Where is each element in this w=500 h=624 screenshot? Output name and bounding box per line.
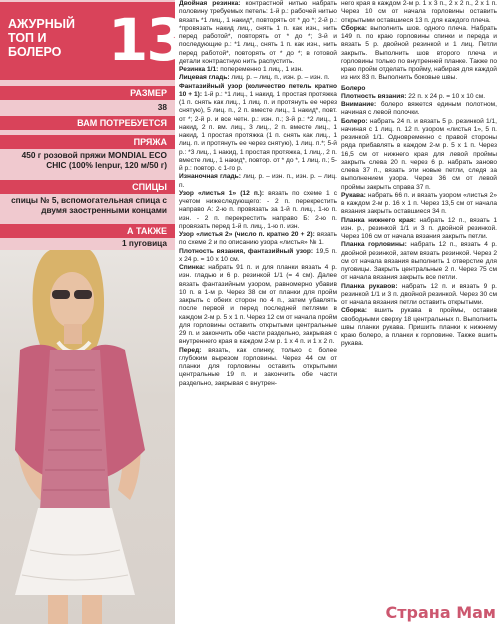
paragraph: Спинка: набрать 91 п. и для планки вязать 4 р. изн. гладью и 6 р. резинкой 1/1 (= 4 см). Далее вязать фантазийным узором, равномерно убавив 10 п. в 1-м р. Через 38 см от планки для пройм закрыть с обеих сторон по 4 п., затем убавлять после первой и перед последней петлями в каждом 2-м р. 5 х 1 п. Через 12 см от начала пройм для горловины оставить открытыми центральные 29 п. и закончить обе части раздельно, закрывая с внутреннего края в каждом 2-м р. 1 х 4 п. и 1 х 2 п. bbox=[179, 264, 337, 346]
instructions-column-2 bbox=[341, 0, 497, 349]
paragraph: Планка нижнего края: набрать 12 п., вязать 1 изн. р., резинкой 1/1 и 3 п. двойной резинкой. Через 106 см от начала вязания закрыть петли. bbox=[341, 216, 497, 240]
paragraph: Рукава: набрать 66 п. и вязать узором «листья 2» в каждом 2-м р. 16 х 1 п. Через 13,5 см от начала вязания закрыть оставшиеся 34 п. bbox=[341, 191, 497, 216]
paragraph: Сборка: вшить рукава в проймы, оставив свободными сверху 18 центральных п. Выполнить швы планки рукава. Пришить планки к нижнему краю болеро, а планки к горловине. Также вшить рукава. bbox=[341, 307, 497, 348]
paragraph: Узор «листья 1» (12 п.): вязать по схеме 1 с учетом нижеследующего: - 2 п. перекрестить направо А: 2-ю п. провязать за 1-й п. лиц., 1-ю п. изн. - 2 п. перекрестить направо Б: 2-ю п. провязать перед 1-й п. лиц., 1-ю п. изн. bbox=[179, 189, 338, 230]
paragraph: Сборка: выполнить шов. одного плеча. Набрать 149 п. по краю горловины спинки и переда и вязать 5 р. двойной резинкой и 1 лиц. Петли закрыть. Выполнить шов второго плеча и горловины только по внутренней планке. Также по краю пройм отделать пройму, набирая для каждой из них 83 п. Выполнить боковые швы. bbox=[341, 24, 497, 82]
pattern-number: 13 bbox=[108, 6, 185, 74]
paragraph: Изнаночная гладь: лиц. р. – изн. п., изн. р. – лиц. п. bbox=[179, 173, 337, 189]
also-value: 1 пуговица bbox=[0, 238, 175, 248]
model-illustration bbox=[0, 250, 175, 624]
pattern-title: АЖУРНЫЙ ТОП И БОЛЕРО bbox=[8, 17, 75, 59]
paragraph: Перед: вязать, как спинку, только с более глубоким вырезом горловины. Через 44 см от планки для горловины оставить открытыми центральные 19 п. и закончить обе части раздельно, закрывая с внутрен- bbox=[179, 346, 337, 387]
paragraph: Двойная резинка: контрастной нитью набрать половину требуемых петель: 1-й р.: рабочей нитью вязать *1 лиц., 1 накид*, повторять от * до *; 2-й р.: *провязать накид лиц., снять 1 п. как изн., нить перед работой*, повторять от * до *; 3-й и последующие р.: *1 лиц., снять 1 п. как изн., нить перед работой*, повторять от * до *; в готовой детали контрастную нить распустить. bbox=[179, 0, 337, 65]
needles-value: спицы № 5, вспомогательная спица с двумя заостренными концами bbox=[11, 195, 167, 215]
yarn-header: ПРЯЖА bbox=[0, 135, 175, 149]
also-header: А ТАКЖЕ bbox=[0, 224, 175, 238]
yarn-value: 450 г розовой пряжи MONDIAL ECO CHIC (100% lenpur, 120 м/50 г) bbox=[21, 150, 167, 170]
needles-header: СПИЦЫ bbox=[0, 180, 175, 194]
paragraph: Болеро: набрать 24 п. и вязать 5 р. резинкой 1/1, начиная с 1 лиц. п. 12 п. узором «листья 1», 5 п. резинкой 1/1. Одновременно с правой стороны ряда прибавлять в каждом 2-м р. 5 х 1 п. Через 16,5 см от нижнего края для левой проймы закрыть слева 20 п. через 6 р. набрать заново слева 37 п., вязать эти новые петли, следя за выполнением узора. Через 36 см от левой проймы закрыть справа 37 п. bbox=[341, 117, 497, 191]
paragraph: Резинка 1/1: попеременно 1 лиц., 1 изн. bbox=[179, 66, 303, 73]
paragraph: Узор «листья 2» (число п. кратно 20 + 2): вязать по схеме 2 и по описанию узора «листья» № 1. bbox=[179, 231, 337, 247]
site-watermark: Страна Мам bbox=[385, 603, 496, 622]
title-banner bbox=[0, 2, 185, 80]
paragraph: Планка рукавов: набрать 12 п. и вязать 9 р. резинкой 1/1 и 3 п. двойной резинкой. Через 30 см от начала вязания петли оставить открытыми. bbox=[341, 282, 497, 306]
paragraph: Лицевая гладь: лиц. р. – лиц. п., изн. р. – изн. п. bbox=[179, 74, 330, 82]
paragraph: Планка горловины: набрать 12 п., вязать 4 р. двойной резинкой, затем вязать резинкой. Через 2 см от начала вязания выполнить 1 отверстие для пуговицы. Закрыть центральные 2 п. Через 75 см от начала вязания закрыть все петли. bbox=[341, 241, 497, 282]
paragraph: Плотность вязания, фантазийный узор: 19,5 п. х 24 р. = 10 х 10 см. bbox=[179, 247, 337, 263]
size-value: 38 bbox=[157, 102, 167, 112]
model-photo bbox=[0, 250, 175, 624]
paragraph: него края в каждом 2-м р. 1 х 3 п., 2 х 2 п., 2 х 1 п. Через 10 см от начала горловины оставить открытыми оставшиеся 13 п. для каждого плеча. bbox=[341, 0, 497, 24]
paragraph: Фантазийный узор (количество петель кратно 10 + 1): 1-й р.: *1 лиц., 1 накид, 1 простая протяжка (1 п. снять как лиц., 1 лиц. п. и протянуть ее через снятую), 5 лиц. п., 2 п. вместе лиц., 1 накид*, повт. от *; 2-й р. и все четн. р.: изн. п.; 3-й р.: *2 лиц., 1 накид, 2 п. вм. лиц., 3 лиц., 2 п. вместе лиц., 1 накид, 1 простая протяжка (1 п. снять как лиц., 1 лиц. п. и протянуть ее через снятую), 1 лиц. п.*; 5-й р.: *3 лиц., 1 накид, 1 простая протяжка, 1 лиц., 2 п. вместе лиц., 1 накид*, повтор. от * до *, 1 лиц. п.; 5-й р.: повтор. с 1-го р. bbox=[179, 82, 337, 172]
left-panel bbox=[0, 0, 185, 624]
instructions-column-1 bbox=[179, 0, 337, 388]
section-heading: Болеро bbox=[341, 84, 366, 92]
materials-header: ВАМ ПОТРЕБУЕТСЯ bbox=[0, 116, 175, 130]
paragraph: Плотность вязания: 22 п. х 24 р. = 10 х 10 см. bbox=[341, 92, 486, 100]
size-header: РАЗМЕР bbox=[0, 86, 175, 100]
paragraph: Внимание: болеро вяжется единым полотном, начиная с левой полочки. bbox=[341, 101, 497, 117]
